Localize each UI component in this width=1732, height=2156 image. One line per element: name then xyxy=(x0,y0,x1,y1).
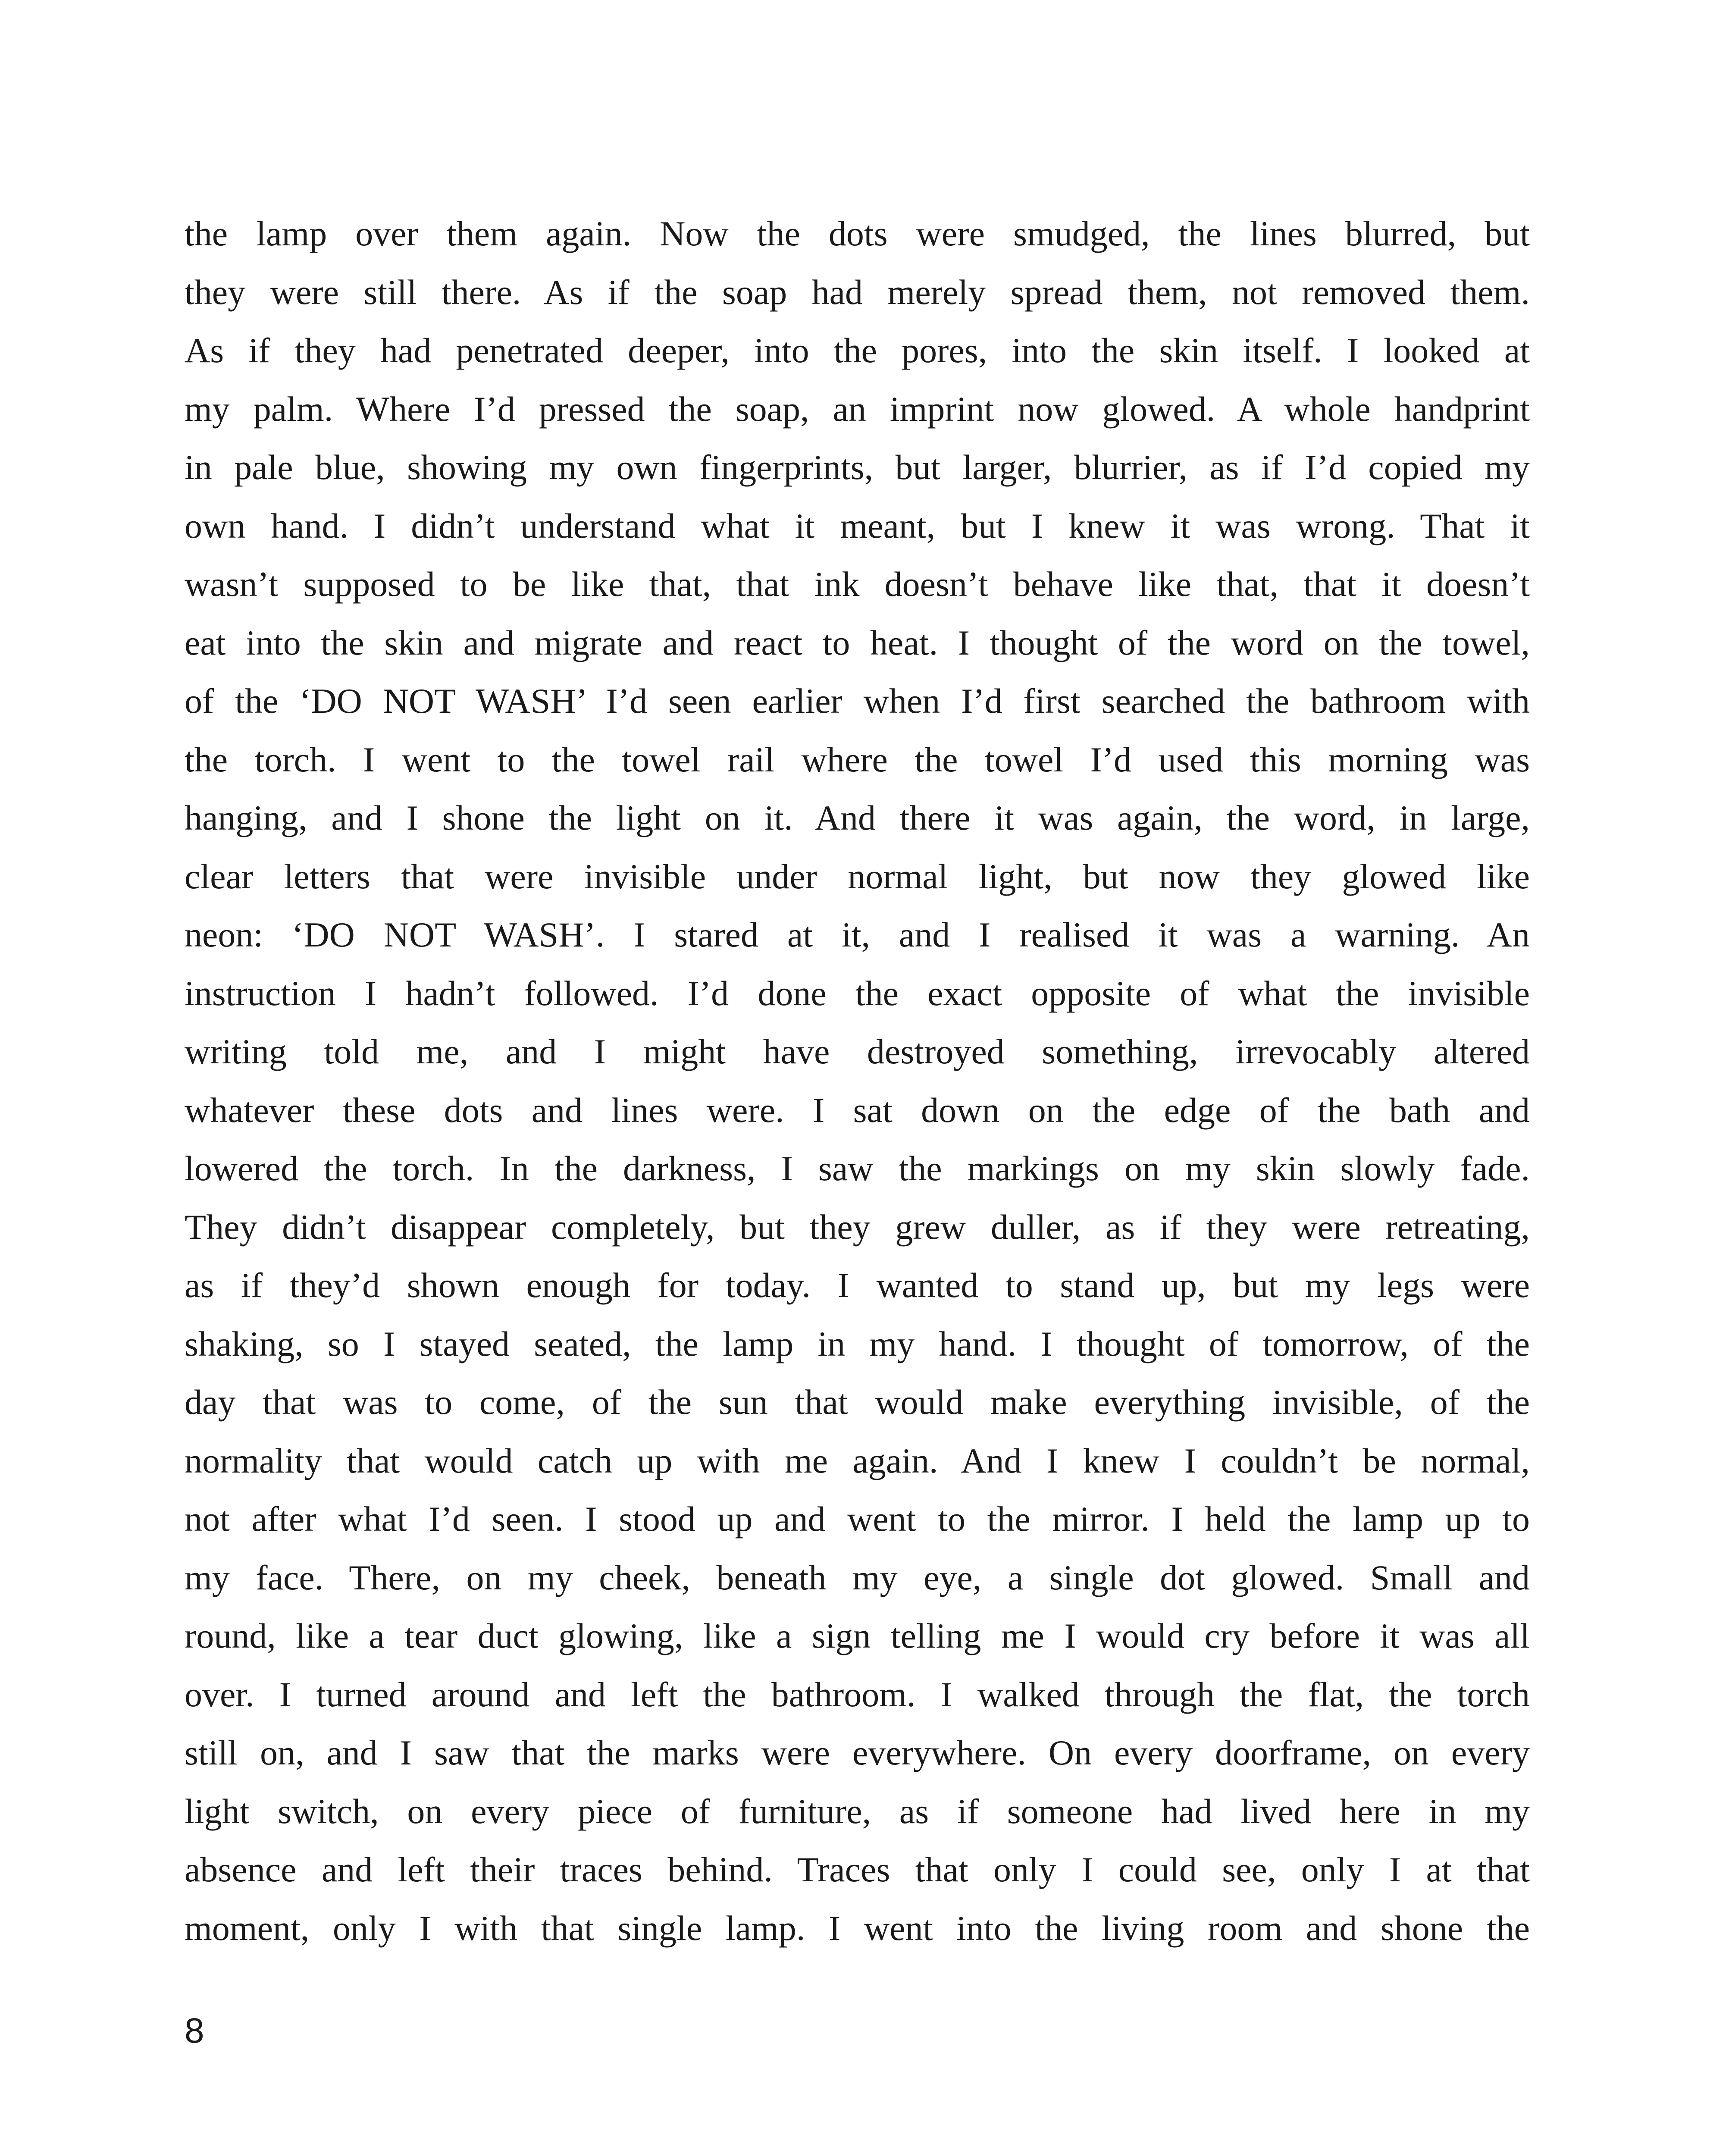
text-line: the torch. I went to the towel rail where the towel I’d used this morning was xyxy=(185,740,1530,779)
text-line: neon: ‘DO NOT WASH’. I stared at it, and I realised it was a warning. An xyxy=(185,915,1530,954)
text-line: of the ‘DO NOT WASH’ I’d seen earlier when I’d first searched the bathroom with xyxy=(185,681,1530,721)
text-line: own hand. I didn’t understand what it meant, but I knew it was wrong. That it xyxy=(185,506,1530,545)
text-line: my face. There, on my cheek, beneath my eye, a single dot glowed. Small and xyxy=(185,1557,1530,1597)
text-line: as if they’d shown enough for today. I wanted to stand up, but my legs were xyxy=(185,1266,1530,1305)
text-line: they were still there. As if the soap had merely spread them, not removed them. xyxy=(185,272,1530,312)
text-line: light switch, on every piece of furniture, as if someone had lived here in my xyxy=(185,1791,1530,1831)
text-line: As if they had penetrated deeper, into the pores, into the skin itself. I looked at xyxy=(185,331,1530,370)
text-line: day that was to come, of the sun that would make everything invisible, of the xyxy=(185,1382,1530,1422)
body-text xyxy=(185,204,1530,1957)
text-line: round, like a tear duct glowing, like a sign telling me I would cry before it was all xyxy=(185,1616,1530,1655)
text-line: not after what I’d seen. I stood up and went to the mirror. I held the lamp up to xyxy=(185,1499,1530,1539)
text-line: over. I turned around and left the bathroom. I walked through the flat, the torch xyxy=(185,1674,1530,1714)
text-line: instruction I hadn’t followed. I’d done the exact opposite of what the invisible xyxy=(185,973,1530,1013)
page-number: 8 xyxy=(185,2011,204,2050)
text-line: moment, only I with that single lamp. I went into the living room and shone the xyxy=(185,1908,1530,1948)
text-line: wasn’t supposed to be like that, that ink doesn’t behave like that, that it doesn’t xyxy=(185,564,1530,604)
text-line: in pale blue, showing my own fingerprints, but larger, blurrier, as if I’d copied my xyxy=(185,448,1530,487)
text-line: whatever these dots and lines were. I sat down on the edge of the bath and xyxy=(185,1090,1530,1130)
text-line: shaking, so I stayed seated, the lamp in my hand. I thought of tomorrow, of the xyxy=(185,1324,1530,1363)
text-line: They didn’t disappear completely, but they grew duller, as if they were retreating, xyxy=(185,1207,1530,1247)
text-line: normality that would catch up with me again. And I knew I couldn’t be normal, xyxy=(185,1441,1530,1480)
text-line: eat into the skin and migrate and react to heat. I thought of the word on the towel, xyxy=(185,623,1530,662)
text-line: writing told me, and I might have destroyed something, irrevocably altered xyxy=(185,1032,1530,1071)
text-line: my palm. Where I’d pressed the soap, an imprint now glowed. A whole handprint xyxy=(185,389,1530,429)
text-line: hanging, and I shone the light on it. And there it was again, the word, in large, xyxy=(185,798,1530,837)
text-line: clear letters that were invisible under normal light, but now they glowed like xyxy=(185,856,1530,896)
text-line: absence and left their traces behind. Traces that only I could see, only I at that xyxy=(185,1850,1530,1889)
text-line: lowered the torch. In the darkness, I saw the markings on my skin slowly fade. xyxy=(185,1149,1530,1188)
text-line: still on, and I saw that the marks were everywhere. On every doorframe, on every xyxy=(185,1733,1530,1772)
text-line: the lamp over them again. Now the dots were smudged, the lines blurred, but xyxy=(185,214,1530,253)
